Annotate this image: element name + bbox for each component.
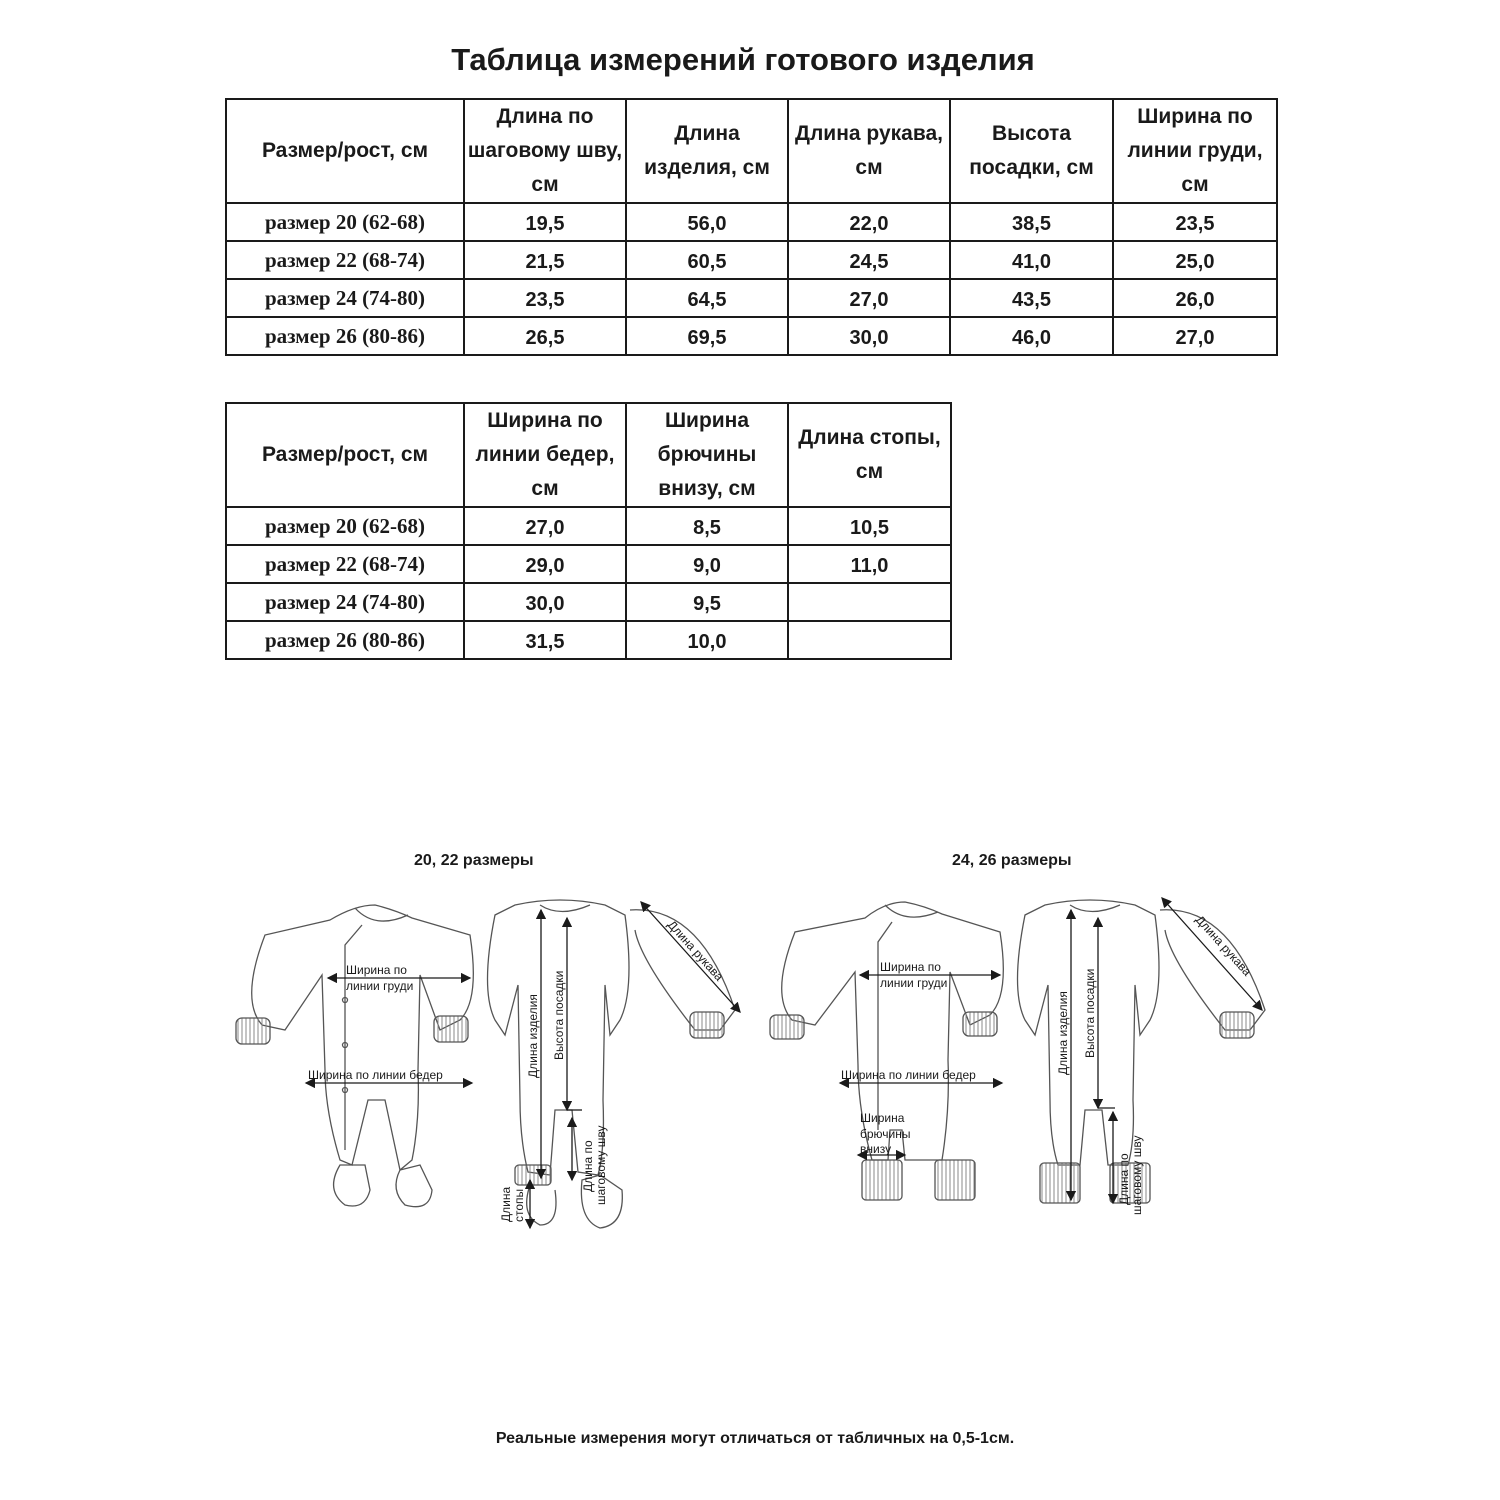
- value-cell: 10,0: [626, 621, 788, 659]
- chest-label: Ширина по: [346, 963, 407, 977]
- inseam-label-2: шаговому шву: [594, 1125, 608, 1205]
- size-cell: размер 22 (68-74): [226, 241, 464, 279]
- length-label: Длина изделия: [526, 994, 540, 1078]
- value-cell: 9,5: [626, 583, 788, 621]
- value-cell: 25,0: [1113, 241, 1277, 279]
- right-back-measure-lines: [1071, 898, 1262, 1203]
- hips-label: Ширина по линии бедер: [841, 1068, 976, 1082]
- header-inseam: Длина по шаговому шву, см: [464, 99, 626, 203]
- foot-label-2: стопы: [512, 1188, 526, 1222]
- value-cell: 27,0: [464, 507, 626, 545]
- value-cell: 26,0: [1113, 279, 1277, 317]
- value-cell: 23,5: [1113, 203, 1277, 241]
- header-foot: Длина стопы, см: [788, 403, 951, 507]
- value-cell: 11,0: [788, 545, 951, 583]
- value-cell: 27,0: [788, 279, 950, 317]
- header-hips: Ширина по линии бедер, см: [464, 403, 626, 507]
- chest-label: Ширина по: [880, 960, 941, 974]
- length-label: Длина изделия: [1056, 991, 1070, 1075]
- inseam-label: Длина по: [581, 1140, 595, 1192]
- value-cell: 69,5: [626, 317, 788, 355]
- header-size: Размер/рост, см: [226, 99, 464, 203]
- value-cell: 31,5: [464, 621, 626, 659]
- value-cell: 8,5: [626, 507, 788, 545]
- header-rise: Высота посадки, см: [950, 99, 1113, 203]
- size-cell: размер 24 (74-80): [226, 279, 464, 317]
- inseam-label: Длина по: [1117, 1153, 1131, 1205]
- sleeve-label: Длина рукава: [1192, 912, 1255, 979]
- header-length: Длина изделия, см: [626, 99, 788, 203]
- value-cell: 29,0: [464, 545, 626, 583]
- value-cell: 60,5: [626, 241, 788, 279]
- value-cell: 19,5: [464, 203, 626, 241]
- value-cell: 64,5: [626, 279, 788, 317]
- size-cell: размер 20 (62-68): [226, 203, 464, 241]
- chest-label-2: линии груди: [346, 979, 414, 993]
- size-cell: размер 26 (80-86): [226, 621, 464, 659]
- size-cell: размер 20 (62-68): [226, 507, 464, 545]
- value-cell: 43,5: [950, 279, 1113, 317]
- value-cell: 46,0: [950, 317, 1113, 355]
- value-cell: 10,5: [788, 507, 951, 545]
- leg-width-label-3: внизу: [860, 1142, 892, 1156]
- leg-width-label: Ширина: [860, 1111, 905, 1125]
- footnote: Реальные измерения могут отличаться от табличных на 0,5-1см.: [495, 1430, 1015, 1447]
- inseam-label-2: шаговому шву: [1130, 1135, 1144, 1215]
- value-cell: 56,0: [626, 203, 788, 241]
- value-cell: 30,0: [788, 317, 950, 355]
- leg-width-label-2: брючины: [860, 1127, 911, 1141]
- value-cell: 21,5: [464, 241, 626, 279]
- size-cell: размер 24 (74-80): [226, 583, 464, 621]
- value-cell: 27,0: [1113, 317, 1277, 355]
- sleeve-label: Длина рукава: [664, 917, 727, 984]
- value-cell: 23,5: [464, 279, 626, 317]
- rise-label: Высота посадки: [552, 970, 566, 1060]
- value-cell: 24,5: [788, 241, 950, 279]
- left-back-measure-lines: [530, 902, 740, 1228]
- rise-label: Высота посадки: [1083, 968, 1097, 1058]
- header-size: Размер/рост, см: [226, 403, 464, 507]
- header-sleeve: Длина рукава, см: [788, 99, 950, 203]
- size-cell: размер 26 (80-86): [226, 317, 464, 355]
- left-front-view: [236, 905, 473, 1207]
- header-chest: Ширина по линии груди, см: [1113, 99, 1277, 203]
- value-cell: 38,5: [950, 203, 1113, 241]
- value-cell: 9,0: [626, 545, 788, 583]
- chest-label-2: линии груди: [880, 976, 948, 990]
- size-cell: размер 22 (68-74): [226, 545, 464, 583]
- value-cell: 26,5: [464, 317, 626, 355]
- foot-label: Длина: [499, 1186, 513, 1222]
- hips-label: Ширина по линии бедер: [308, 1068, 443, 1082]
- header-leg-width: Ширина брючины внизу, см: [626, 403, 788, 507]
- value-cell: 30,0: [464, 583, 626, 621]
- right-figure-caption: 24, 26 размеры: [952, 852, 1072, 869]
- value-cell: 41,0: [950, 241, 1113, 279]
- value-cell: 22,0: [788, 203, 950, 241]
- left-figure-caption: 20, 22 размеры: [414, 852, 534, 869]
- page-title: Таблица измерений готового изделия: [451, 42, 1035, 77]
